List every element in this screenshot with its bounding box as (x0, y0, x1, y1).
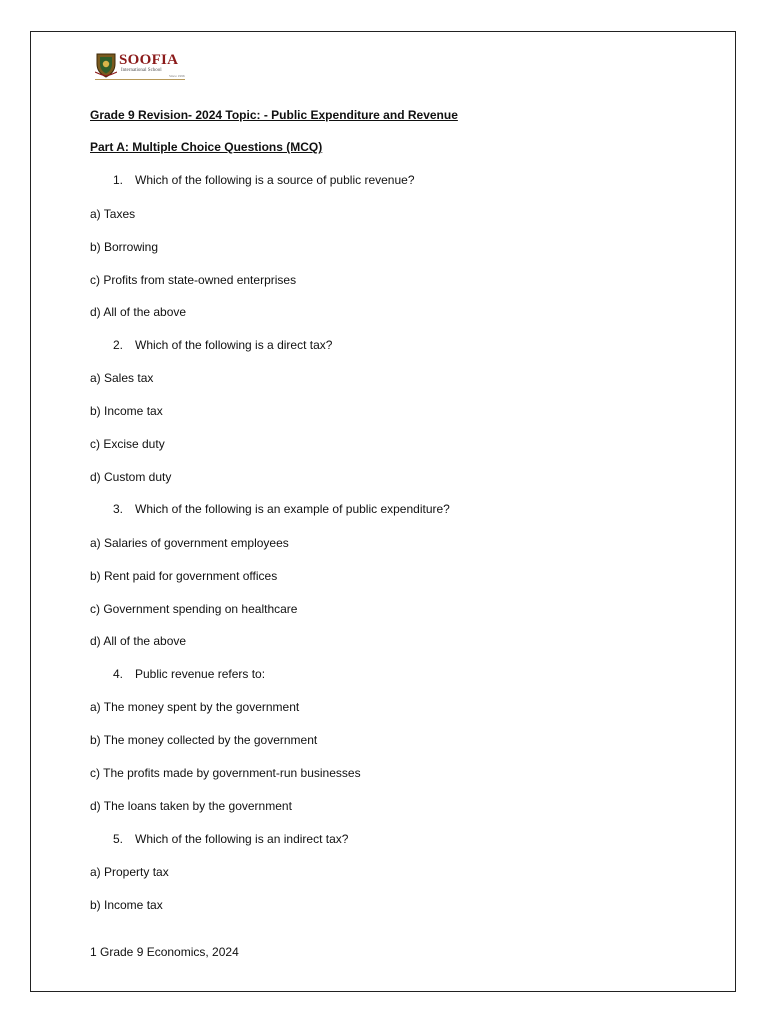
answer-option: d) Custom duty (90, 470, 172, 484)
question-text: Which of the following is a direct tax? (135, 338, 333, 352)
logo-name: SOOFIA (119, 52, 179, 68)
answer-option: d) All of the above (90, 305, 187, 319)
answer-option: a) Salaries of government employees (90, 536, 289, 550)
shield-crest-icon (95, 52, 117, 78)
school-logo (95, 52, 187, 82)
logo-underline (95, 79, 185, 80)
question-number: 2. (113, 338, 124, 352)
answer-option: a) The money spent by the government (90, 700, 300, 714)
question-number: 3. (113, 502, 124, 516)
answer-option: d) All of the above (90, 634, 187, 648)
question-number: 4. (113, 667, 124, 681)
answer-option: c) Government spending on healthcare (90, 602, 298, 616)
question-text: Which of the following is an example of public expenditure? (135, 502, 450, 516)
question (113, 501, 450, 517)
question-number: 1. (113, 173, 124, 187)
part-heading: Part A: Multiple Choice Questions (MCQ) (90, 140, 323, 154)
question (113, 337, 332, 353)
answer-option: a) Property tax (90, 865, 169, 879)
question-text: Which of the following is a source of public revenue? (135, 173, 415, 187)
page-footer: 1 Grade 9 Economics, 2024 (90, 945, 239, 959)
answer-option: a) Sales tax (90, 371, 154, 385)
answer-option: d) The loans taken by the government (90, 799, 292, 813)
answer-option: b) Rent paid for government offices (90, 569, 278, 583)
answer-option: a) Taxes (90, 207, 136, 221)
question (113, 666, 265, 682)
question-text: Public revenue refers to: (135, 667, 266, 681)
answer-option: b) Income tax (90, 898, 163, 912)
document-title: Grade 9 Revision- 2024 Topic: - Public Expenditure and Revenue (90, 108, 458, 122)
question (113, 831, 348, 847)
question-number: 5. (113, 832, 124, 846)
answer-option: b) The money collected by the government (90, 733, 318, 747)
answer-option: c) Profits from state-owned enterprises (90, 273, 297, 287)
answer-option: c) Excise duty (90, 437, 165, 451)
logo-subtitle: International School (121, 68, 162, 73)
answer-option: c) The profits made by government-run businesses (90, 766, 361, 780)
question (113, 172, 415, 188)
question-text: Which of the following is an indirect tax? (135, 832, 349, 846)
answer-option: b) Borrowing (90, 240, 159, 254)
answer-option: b) Income tax (90, 404, 163, 418)
logo-established: Since 1996 (169, 74, 185, 78)
